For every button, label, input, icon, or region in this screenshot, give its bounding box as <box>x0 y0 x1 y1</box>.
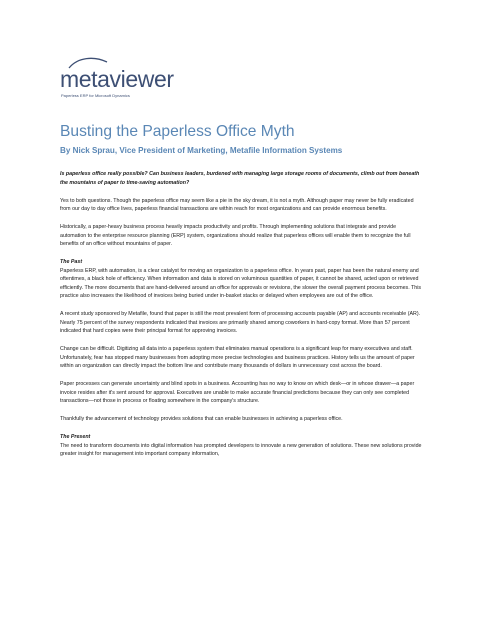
article-title: Busting the Paperless Office Myth <box>60 123 295 140</box>
body-paragraph: Yes to both questions. Though the paperless office may seem like a pie in the sky dream, it is not a myth. Although paper may never be fully eradicated from our day to day office lives, paperless financial transactions are within reach for most organizations and can provide enormous benefits. <box>60 197 414 212</box>
intro-paragraph: Is paperless office really possible? Can business leaders, burdened with managing large storage rooms of documents, climb out from beneath the mountains of paper to time-saving automation? <box>60 171 420 186</box>
section-heading-present: The Present <box>60 434 91 440</box>
body-paragraph: Change can be difficult. Digitizing all data into a paperless system that eliminates manual operations is a significant leap for many executives and staff. Unfortunately, fear has stopped many businesses from adopting more precise technologies and business practices. History tells us the amount of paper within an organization can directly impact the bottom line and contribute many thousands of dollars in unnecessary cost across the board. <box>60 346 415 369</box>
body-paragraph: A recent study sponsored by Metafile, found that paper is still the most prevalent form of processing accounts payable (AP) and accounts receivable (AR). Nearly 75 percent of the survey respondents indicated that invoices are primarily shared among coworkers in hard-copy format. More than 57 percent indicated that hard copies were their principal format for approving invoices. <box>60 311 421 334</box>
body-paragraph: Paperless ERP, with automation, is a clear catalyst for moving an organization to a paperless office. In years past, paper has been the natural enemy and oftentimes, a black hole of efficiency. When information and data is stored on voluminous quantities of paper, it cannot be shared, acted upon or retrieved efficiently. The more documents that are hand-delivered around an office for approvals or revisions, the slower the overall payment process becomes. This practice also increases the likelihood of invoices being buried under in-basket stacks or delayed when employees are out of the office. <box>60 267 422 299</box>
article-body <box>60 170 422 468</box>
logo-wordmark: metaviewer <box>60 66 174 92</box>
body-paragraph: The need to transform documents into digital information has prompted developers to innovate a new generation of solutions. These new solutions provide greater insight for management into important company information, <box>60 442 422 457</box>
logo-tagline: Paperless ERP for Microsoft Dynamics <box>61 93 130 98</box>
metaviewer-logo <box>60 66 200 110</box>
section-heading-past: The Past <box>60 259 83 265</box>
article-byline: By Nick Sprau, Vice President of Marketing, Metafile Information Systems <box>60 146 343 155</box>
body-paragraph: Paper processes can generate uncertainty and blind spots in a business. Accounting has no way to know on which desk—or in whose drawer—a paper invoice resides after it's sent around for approval. Executives are unable to make accurate financial predictions because they can only see completed transactions—not those in process or floating somewhere in the company's structure. <box>60 381 415 404</box>
body-paragraph: Historically, a paper-heavy business process heavily impacts productivity and profits. Through implementing solutions that integrate and provide automation to the enterprise resource planning (ERP) system, organizations should realize that paperless offices will enable them to recognize the full benefits of an office without mountains of paper. <box>60 224 411 247</box>
body-paragraph: Thankfully the advancement of technology provides solutions that can enable businesses in achieving a paperless office. <box>60 416 343 422</box>
logo-swoosh-icon <box>68 57 108 69</box>
